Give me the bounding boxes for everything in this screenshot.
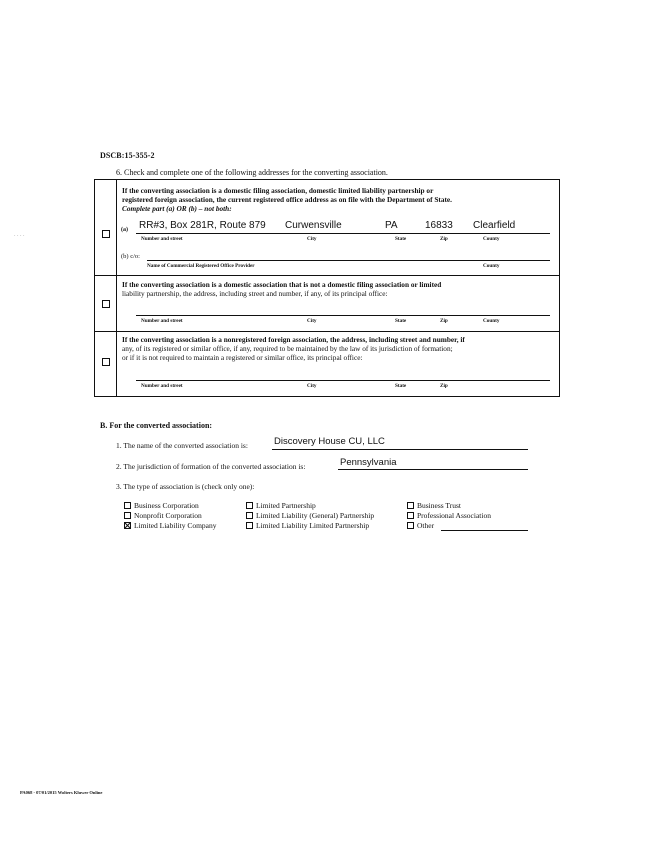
city-value[interactable]: Curwensville [285, 220, 342, 231]
checked-checkbox[interactable] [124, 522, 131, 529]
option-label: Professional Association [417, 511, 491, 520]
zip-label: Zip [440, 236, 448, 242]
checkbox[interactable] [246, 502, 253, 509]
q3-label: 3. The type of association is (check only one): [116, 482, 255, 491]
row1-checkbox[interactable] [102, 230, 110, 238]
row3-address-line [136, 380, 550, 381]
row3-city-label: City [307, 383, 317, 389]
row3-text-line2: any, of its registered or similar office, if any, required to be maintained by the law of its jurisdiction of formation; [122, 344, 453, 353]
part-b-line [147, 260, 550, 261]
option-label: Limited Liability (General) Partnership [256, 511, 375, 520]
option-label: Limited Partnership [256, 501, 316, 510]
checkbox[interactable] [407, 522, 414, 529]
part-b-county-label: County [483, 263, 500, 269]
checkbox-column-divider [116, 180, 117, 396]
option-nonprofit-corporation[interactable] [124, 511, 202, 520]
option-other[interactable] [407, 521, 434, 530]
row2-checkbox[interactable] [102, 300, 110, 308]
association-name-value[interactable]: Discovery House CU, LLC [274, 436, 385, 447]
county-value[interactable]: Clearfield [473, 220, 516, 231]
checkbox[interactable] [407, 502, 414, 509]
option-label: Business Corporation [134, 501, 199, 510]
q1-label: 1. The name of the converted association is: [116, 441, 248, 450]
option-limited-partnership[interactable] [246, 501, 316, 510]
row3-checkbox[interactable] [102, 358, 110, 366]
part-a-line [136, 233, 550, 234]
jurisdiction-line [338, 469, 528, 470]
form-code: DSCB:15-355-2 [100, 151, 155, 160]
option-llp-general[interactable] [246, 511, 374, 520]
row3-text-line1: If the converting association is a nonregistered foreign association, the address, including street and number, if [122, 335, 465, 344]
section-b-title: B. For the converted association: [100, 421, 213, 430]
row1-text-line3: Complete part (a) OR (b) – not both: [122, 204, 232, 213]
option-label: Limited Liability Company [134, 521, 217, 530]
association-name-line [272, 449, 528, 450]
q6-instruction: 6. Check and complete one of the following addresses for the converting association. [116, 168, 388, 177]
row3-zip-label: Zip [440, 383, 448, 389]
row2-text-line1: If the converting association is a domestic association that is not a domestic filing association or limited [122, 280, 442, 289]
row2-county-label: County [483, 318, 500, 324]
option-label: Business Trust [417, 501, 461, 510]
provider-label: Name of Commercial Registered Office Provider [147, 263, 255, 269]
row2-state-label: State [395, 318, 407, 324]
street-label: Number and street [141, 236, 183, 242]
option-lllp[interactable] [246, 521, 369, 530]
scan-mark: . . . . [14, 232, 25, 238]
checkbox[interactable] [124, 502, 131, 509]
row2-text-line2: liability partnership, the address, including street and number, if any, of its principal office: [122, 289, 388, 298]
jurisdiction-value[interactable]: Pennsylvania [340, 457, 397, 468]
row2-zip-label: Zip [440, 318, 448, 324]
part-b-prefix: (b) c/o: [121, 253, 140, 260]
row2-street-label: Number and street [141, 318, 183, 324]
footer-text: PA068 - 07/01/2015 Wolters Kluwer Online [20, 790, 103, 795]
row2-city-label: City [307, 318, 317, 324]
row3-street-label: Number and street [141, 383, 183, 389]
other-line [441, 530, 528, 531]
row-divider [95, 331, 559, 332]
state-value[interactable]: PA [385, 220, 398, 231]
option-llc[interactable] [124, 521, 217, 530]
option-label: Nonprofit Corporation [134, 511, 202, 520]
checkbox[interactable] [246, 522, 253, 529]
option-business-corporation[interactable] [124, 501, 199, 510]
row3-state-label: State [395, 383, 407, 389]
state-label: State [395, 236, 407, 242]
row1-text-line2: registered foreign association, the current registered office address as on file with the Department of State. [122, 195, 452, 204]
option-label: Other [417, 521, 435, 530]
checkbox[interactable] [246, 512, 253, 519]
zip-value[interactable]: 16833 [425, 220, 453, 231]
checkbox[interactable] [407, 512, 414, 519]
option-label: Limited Liability Limited Partnership [256, 521, 370, 530]
option-business-trust[interactable] [407, 501, 461, 510]
row2-address-line [136, 315, 550, 316]
q2-label: 2. The jurisdiction of formation of the converted association is: [116, 462, 306, 471]
street-value[interactable]: RR#3, Box 281R, Route 879 [139, 220, 266, 231]
row1-text-line1: If the converting association is a domestic filing association, domestic limited liability partnership or [122, 186, 434, 195]
county-label: County [483, 236, 500, 242]
row3-text-line3: or if it is not required to maintain a registered or similar office, its principal office: [122, 353, 363, 362]
checkbox[interactable] [124, 512, 131, 519]
part-a-prefix: (a) [121, 227, 128, 233]
row-divider [95, 275, 559, 276]
option-professional-association[interactable] [407, 511, 491, 520]
city-label: City [307, 236, 317, 242]
address-table [94, 179, 560, 397]
